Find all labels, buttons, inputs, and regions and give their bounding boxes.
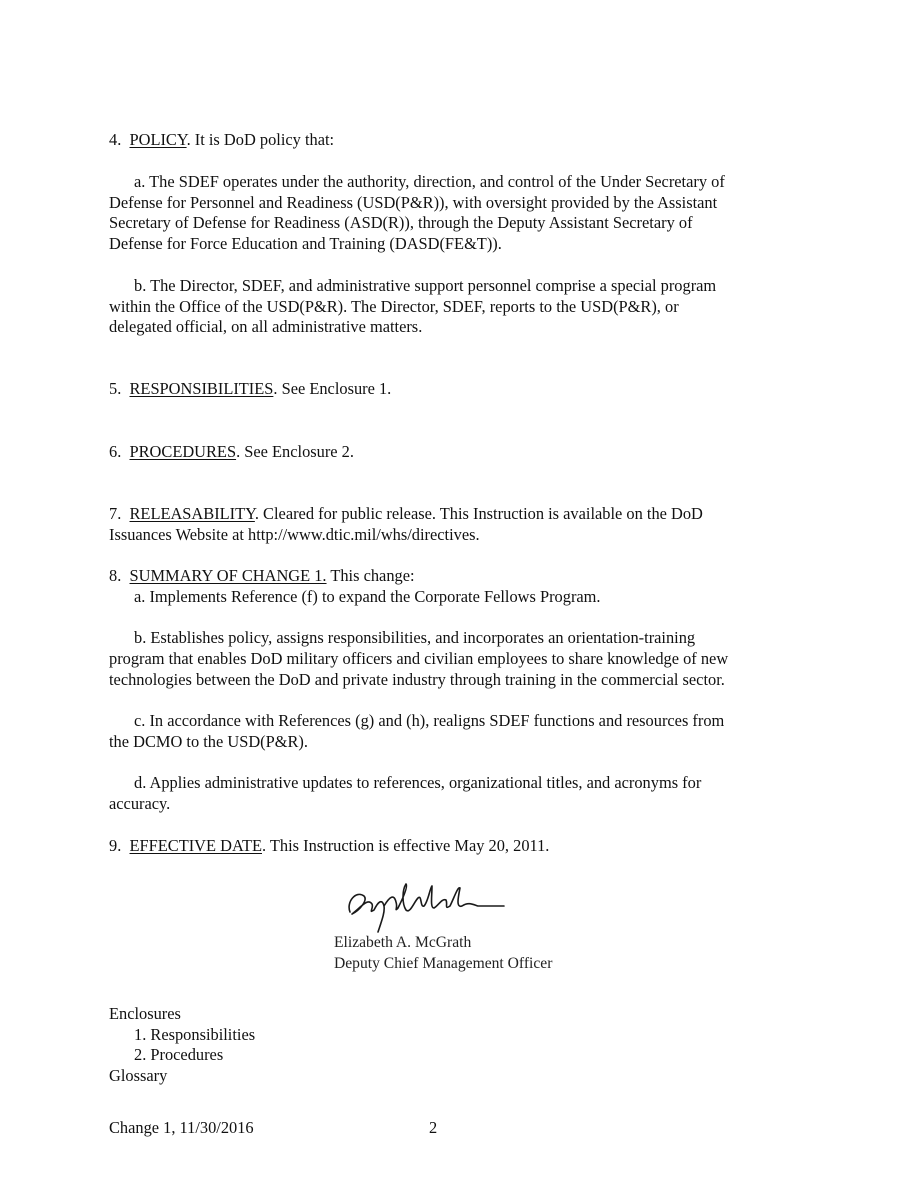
enclosure-item: 2. Procedures [134,1045,224,1064]
section-text: . See Enclosure 1. [273,379,392,398]
effective-date-line [109,835,549,856]
paragraph-line: the DCMO to the USD(P&R). [109,732,308,751]
section-heading: PROCEDURES [129,442,237,461]
section-number: 5. [109,379,122,398]
section-text: . Cleared for public release. This Instruction is available on the DoD [254,504,703,523]
paragraph-line: b. Establishes policy, assigns responsibilities, and incorporates an orientation-training [134,628,696,647]
paragraph-line: c. In accordance with References (g) and (h), realigns SDEF functions and resources from [134,711,725,730]
section-number: 9. [109,836,122,855]
section-number: 4. [109,130,122,149]
glossary-label: Glossary [109,1066,168,1085]
paragraph-line: Secretary of Defense for Readiness (ASD(R)), through the Deputy Assistant Secretary of [109,213,693,232]
handwritten-signature [338,876,508,936]
signature-block [334,876,614,976]
paragraph-line: within the Office of the USD(P&R). The Director, SDEF, reports to the USD(P&R), or [109,297,679,316]
section-number: 7. [109,504,122,523]
section-intro: This change: [326,566,415,585]
section-intro: . It is DoD policy that: [186,130,335,149]
section-text: . See Enclosure 2. [236,442,354,461]
paragraph-line: a. Implements Reference (f) to expand the Corporate Fellows Program. [134,587,601,606]
section-heading: RELEASABILITY [129,504,255,523]
paragraph-line: Issuances Website at http://www.dtic.mil/whs/directives. [109,525,480,544]
section-heading: EFFECTIVE DATE [129,836,262,855]
paragraph-line: delegated official, on all administrative matters. [109,317,423,336]
paragraph-line: d. Applies administrative updates to references, organizational titles, and acronyms for [134,773,702,792]
paragraph-line: accuracy. [109,794,171,813]
section-number: 8. [109,566,122,585]
paragraph-line: b. The Director, SDEF, and administrative support personnel comprise a special program [134,276,717,295]
paragraph-line: Defense for Personnel and Readiness (USD(P&R)), with oversight provided by the Assistant [109,193,718,212]
footer-change-date: Change 1, 11/30/2016 [109,1118,254,1137]
signer-name: Elizabeth A. McGrath [334,934,472,951]
section-number: 6. [109,442,122,461]
section-heading: SUMMARY OF CHANGE 1. [129,566,327,585]
paragraph-line: a. The SDEF operates under the authority, direction, and control of the Under Secretary of [134,172,725,191]
paragraph-line: technologies between the DoD and private industry through training in the commercial sector. [109,670,725,689]
procedures-line [109,441,354,462]
signer-title: Deputy Chief Management Officer [334,955,553,972]
releasability-line [109,503,703,524]
summary-heading-line [109,565,415,586]
enclosures-label: Enclosures [109,1004,181,1023]
section-text: . This Instruction is effective May 20, 2011. [262,836,550,855]
policy-heading-line [109,129,334,150]
paragraph-line: Defense for Force Education and Training (DASD(FE&T)). [109,234,502,253]
paragraph-line: program that enables DoD military officers and civilian employees to share knowledge of new [109,649,729,668]
section-heading: RESPONSIBILITIES [129,379,274,398]
page-number: 2 [429,1118,438,1137]
enclosure-item: 1. Responsibilities [134,1025,256,1044]
section-heading: POLICY [129,130,187,149]
responsibilities-line [109,378,391,399]
